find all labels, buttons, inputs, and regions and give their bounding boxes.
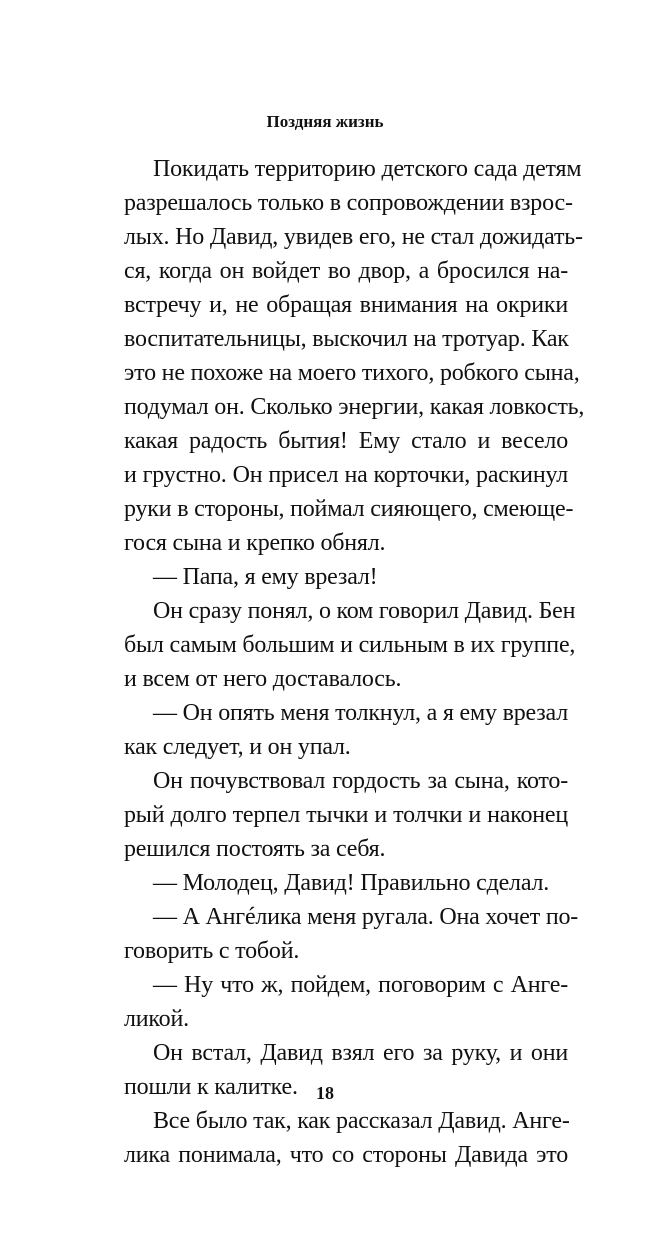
text-line: как следует, и он упал. bbox=[124, 734, 351, 760]
text-line: и всем от него доставалось. bbox=[124, 666, 402, 692]
text-line: — Папа, я ему врезал! bbox=[153, 564, 378, 590]
body-text bbox=[124, 152, 585, 1172]
text-line: воспитательницы, выскочил на тротуар. Как bbox=[124, 326, 569, 352]
text-line: Все было так, как рассказал Давид. Анге- bbox=[153, 1108, 570, 1134]
text-line: встречу и, не обращая внимания на окрики bbox=[124, 292, 568, 318]
text-line: пошли к калитке. bbox=[124, 1074, 298, 1100]
text-line: — Он опять меня толкнул, а я ему врезал bbox=[153, 700, 568, 726]
text-line: решился постоять за себя. bbox=[124, 836, 386, 862]
text-line: гося сына и крепко обнял. bbox=[124, 530, 386, 556]
text-line: ся, когда он войдет во двор, а бросился на- bbox=[124, 258, 568, 284]
text-line: лых. Но Давид, увидев его, не стал дожидать- bbox=[124, 224, 583, 250]
text-line: Покидать территорию детского сада детям bbox=[153, 156, 582, 182]
running-header: Поздняя жизнь bbox=[266, 112, 384, 131]
text-line: ликой. bbox=[124, 1006, 189, 1032]
text-line: это не похоже на моего тихого, робкого сына, bbox=[124, 360, 580, 386]
text-line: Он почувствовал гордость за сына, кото- bbox=[153, 768, 568, 794]
text-line: — А Ангéлика меня ругала. Она хочет по- bbox=[153, 904, 579, 930]
text-line: рый долго терпел тычки и толчки и наконец bbox=[124, 802, 568, 828]
text-line: — Молодец, Давид! Правильно сделал. bbox=[153, 870, 550, 896]
page-number: 18 bbox=[316, 1083, 334, 1103]
text-line: какая радость бытия! Ему стало и весело bbox=[124, 428, 568, 454]
text-line: — Ну что ж, пойдем, поговорим с Анге- bbox=[153, 972, 568, 998]
text-line: был самым большим и сильным в их группе, bbox=[124, 632, 576, 658]
text-line: лика понимала, что со стороны Давида это bbox=[124, 1142, 568, 1168]
text-line: руки в стороны, поймал сияющего, смеюще- bbox=[124, 496, 574, 522]
text-line: Он встал, Давид взял его за руку, и они bbox=[153, 1040, 568, 1066]
text-line: говорить с тобой. bbox=[124, 938, 300, 964]
text-line: и грустно. Он присел на корточки, раскинул bbox=[124, 462, 568, 488]
text-line: Он сразу понял, о ком говорил Давид. Бен bbox=[153, 598, 576, 624]
text-line: разрешалось только в сопровождении взрос- bbox=[124, 190, 573, 216]
text-line: подумал он. Сколько энергии, какая ловкость, bbox=[124, 394, 585, 420]
